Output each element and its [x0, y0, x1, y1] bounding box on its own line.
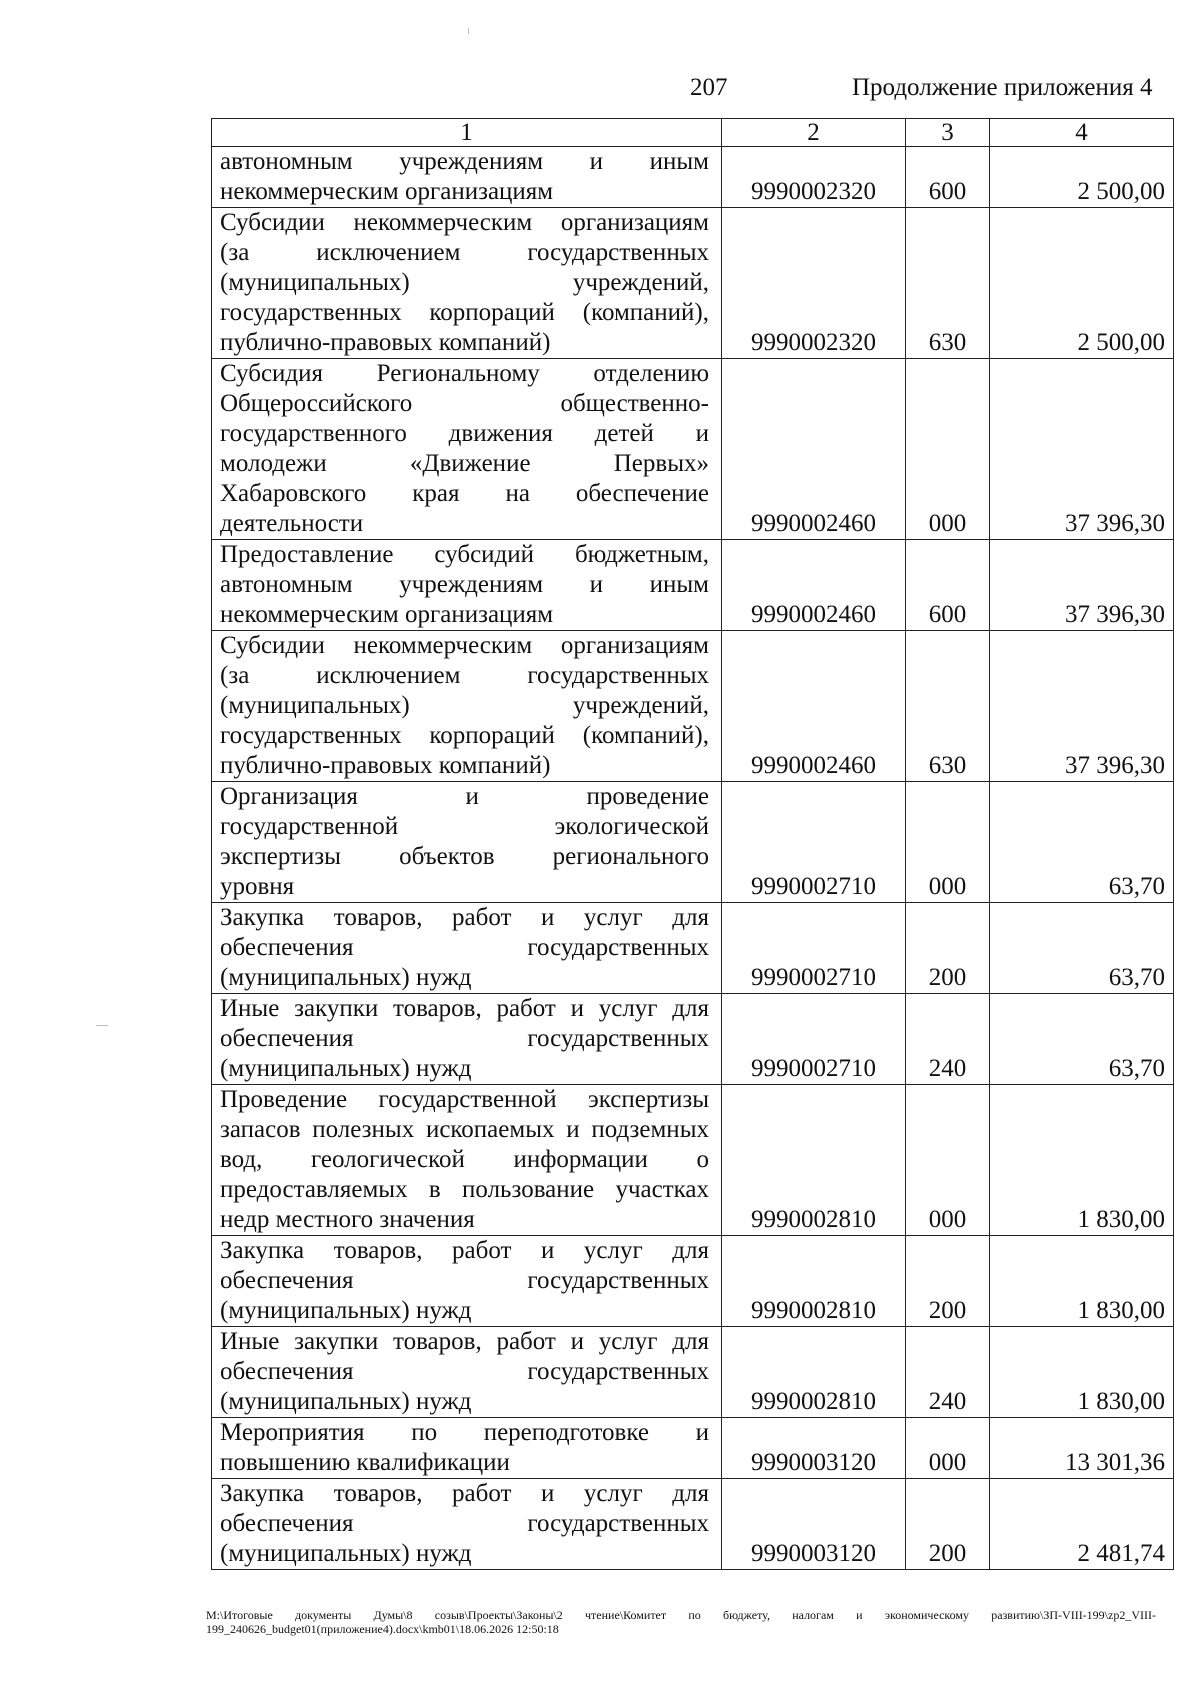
expense-type-code: 240: [906, 1327, 990, 1418]
item-name-line: молодежи «Движение Первых»: [220, 450, 709, 477]
target-code: 9990002460: [722, 631, 906, 782]
target-code: 9990002460: [722, 540, 906, 631]
table-row: [212, 1327, 1174, 1418]
item-name-line: запасов полезных ископаемых и подземных: [220, 1116, 709, 1143]
amount: 1 830,00: [990, 1085, 1174, 1236]
item-name-line: Субсидия Региональному отделению: [220, 360, 709, 387]
item-name-line: государственных корпораций (компаний),: [220, 722, 709, 749]
item-name-line: (за исключением государственных: [220, 662, 709, 689]
amount: 63,70: [990, 782, 1174, 903]
item-name-line: (муниципальных) нужд: [220, 1540, 472, 1567]
target-code: 9990002710: [722, 782, 906, 903]
item-name-line: автономным учреждениям и иным: [220, 571, 709, 598]
item-name: [212, 631, 722, 782]
item-name-line: Иные закупки товаров, работ и услуг для: [220, 995, 709, 1022]
column-header-3: 3: [906, 119, 990, 147]
item-name-line: (муниципальных) нужд: [220, 1297, 472, 1324]
item-name-line: экспертизы объектов регионального: [220, 843, 709, 870]
item-name-line: Предоставление субсидий бюджетным,: [220, 541, 709, 568]
table-row: [212, 903, 1174, 994]
item-name: [212, 540, 722, 631]
expense-type-code: 000: [906, 1418, 990, 1479]
item-name-line: (за исключением государственных: [220, 239, 709, 266]
target-code: 9990002320: [722, 208, 906, 359]
document-file-path: M:\Итоговые документы Думы\8 созыв\Проекты\Законы\2 чтение\Комитет по бюджету, налогам и экономическому развитию\ЗП-VIII-199\zp2_VIII-199_240626_budget01(приложение4).docx\kmb01\18.06.2026 12:50:18: [206, 1608, 1156, 1636]
table-row: [212, 208, 1174, 359]
expense-type-code: 240: [906, 994, 990, 1085]
item-name-line: обеспечения государственных: [220, 1025, 709, 1052]
item-name-line: Закупка товаров, работ и услуг для: [220, 1480, 709, 1507]
item-name-line: Закупка товаров, работ и услуг для: [220, 904, 709, 931]
target-code: 9990003120: [722, 1479, 906, 1570]
item-name: [212, 1479, 722, 1570]
table-row: [212, 540, 1174, 631]
amount: 2 500,00: [990, 208, 1174, 359]
item-name-line: Проведение государственной экспертизы: [220, 1086, 709, 1113]
item-name: [212, 1418, 722, 1479]
item-name-line: государственных корпораций (компаний),: [220, 299, 709, 326]
item-name-line: обеспечения государственных: [220, 1510, 709, 1537]
target-code: 9990003120: [722, 1418, 906, 1479]
table-row: [212, 1418, 1174, 1479]
item-name-line: повышению квалификации: [220, 1449, 510, 1476]
table-row: [212, 1479, 1174, 1570]
column-header-4: 4: [990, 119, 1174, 147]
table-body: [212, 147, 1174, 1570]
item-name-line: предоставляемых в пользование участках: [220, 1176, 709, 1203]
target-code: 9990002810: [722, 1085, 906, 1236]
expense-type-code: 200: [906, 903, 990, 994]
item-name-line: (муниципальных) нужд: [220, 1388, 472, 1415]
expense-type-code: 600: [906, 147, 990, 208]
item-name: [212, 994, 722, 1085]
amount: 1 830,00: [990, 1236, 1174, 1327]
appendix-continuation-note: Продолжение приложения 4: [852, 74, 1153, 101]
item-name-line: (муниципальных) учреждений,: [220, 692, 709, 719]
item-name: [212, 1236, 722, 1327]
item-name-line: государственного движения детей и: [220, 420, 709, 447]
item-name-line: деятельности: [220, 510, 364, 537]
item-name-line: публично-правовых компаний): [220, 752, 551, 779]
target-code: 9990002810: [722, 1327, 906, 1418]
item-name: [212, 208, 722, 359]
expense-type-code: 600: [906, 540, 990, 631]
amount: 2 500,00: [990, 147, 1174, 208]
target-code: 9990002710: [722, 903, 906, 994]
amount: 37 396,30: [990, 359, 1174, 540]
item-name-line: государственной экологической: [220, 813, 709, 840]
amount: 1 830,00: [990, 1327, 1174, 1418]
column-number-row: [212, 119, 1174, 147]
column-header-1: 1: [212, 119, 722, 147]
table-row: [212, 1085, 1174, 1236]
amount: 37 396,30: [990, 631, 1174, 782]
amount: 63,70: [990, 903, 1174, 994]
item-name: [212, 147, 722, 208]
item-name-line: обеспечения государственных: [220, 934, 709, 961]
scan-artifact: [96, 1025, 108, 1026]
item-name-line: (муниципальных) нужд: [220, 1055, 472, 1082]
item-name-line: Мероприятия по переподготовке и: [220, 1419, 709, 1446]
item-name-line: некоммерческим организациям: [220, 178, 554, 205]
column-header-2: 2: [722, 119, 906, 147]
item-name-line: Организация и проведение: [220, 783, 709, 810]
expense-type-code: 000: [906, 359, 990, 540]
table-row: [212, 359, 1174, 540]
item-name-line: Субсидии некоммерческим организациям: [220, 632, 709, 659]
expense-type-code: 630: [906, 631, 990, 782]
amount: 13 301,36: [990, 1418, 1174, 1479]
item-name-line: обеспечения государственных: [220, 1267, 709, 1294]
item-name-line: уровня: [220, 873, 295, 900]
expense-type-code: 200: [906, 1479, 990, 1570]
item-name-line: (муниципальных) учреждений,: [220, 269, 709, 296]
item-name-line: некоммерческим организациям: [220, 601, 554, 628]
item-name-line: вод, геологической информации о: [220, 1146, 709, 1173]
target-code: 9990002320: [722, 147, 906, 208]
expense-type-code: 000: [906, 782, 990, 903]
budget-table: [211, 118, 1174, 1570]
expense-type-code: 630: [906, 208, 990, 359]
table-header: [212, 119, 1174, 147]
expense-type-code: 000: [906, 1085, 990, 1236]
table-row: [212, 994, 1174, 1085]
amount: 2 481,74: [990, 1479, 1174, 1570]
page-number: 207: [690, 74, 728, 101]
item-name: [212, 359, 722, 540]
item-name-line: Общероссийского общественно-: [220, 390, 709, 417]
table-row: [212, 631, 1174, 782]
table-row: [212, 782, 1174, 903]
item-name: [212, 1327, 722, 1418]
amount: 37 396,30: [990, 540, 1174, 631]
target-code: 9990002810: [722, 1236, 906, 1327]
target-code: 9990002710: [722, 994, 906, 1085]
target-code: 9990002460: [722, 359, 906, 540]
item-name-line: автономным учреждениям и иным: [220, 148, 709, 175]
amount: 63,70: [990, 994, 1174, 1085]
item-name-line: публично-правовых компаний): [220, 329, 551, 356]
item-name-line: Субсидии некоммерческим организациям: [220, 209, 709, 236]
item-name: [212, 1085, 722, 1236]
item-name-line: Хабаровского края на обеспечение: [220, 480, 709, 507]
item-name-line: Иные закупки товаров, работ и услуг для: [220, 1328, 709, 1355]
table-row: [212, 147, 1174, 208]
item-name-line: (муниципальных) нужд: [220, 964, 472, 991]
item-name-line: Закупка товаров, работ и услуг для: [220, 1237, 709, 1264]
item-name: [212, 903, 722, 994]
item-name-line: обеспечения государственных: [220, 1358, 709, 1385]
item-name: [212, 782, 722, 903]
item-name-line: недр местного значения: [220, 1206, 475, 1233]
expense-type-code: 200: [906, 1236, 990, 1327]
scan-artifact: [468, 28, 469, 34]
table-row: [212, 1236, 1174, 1327]
